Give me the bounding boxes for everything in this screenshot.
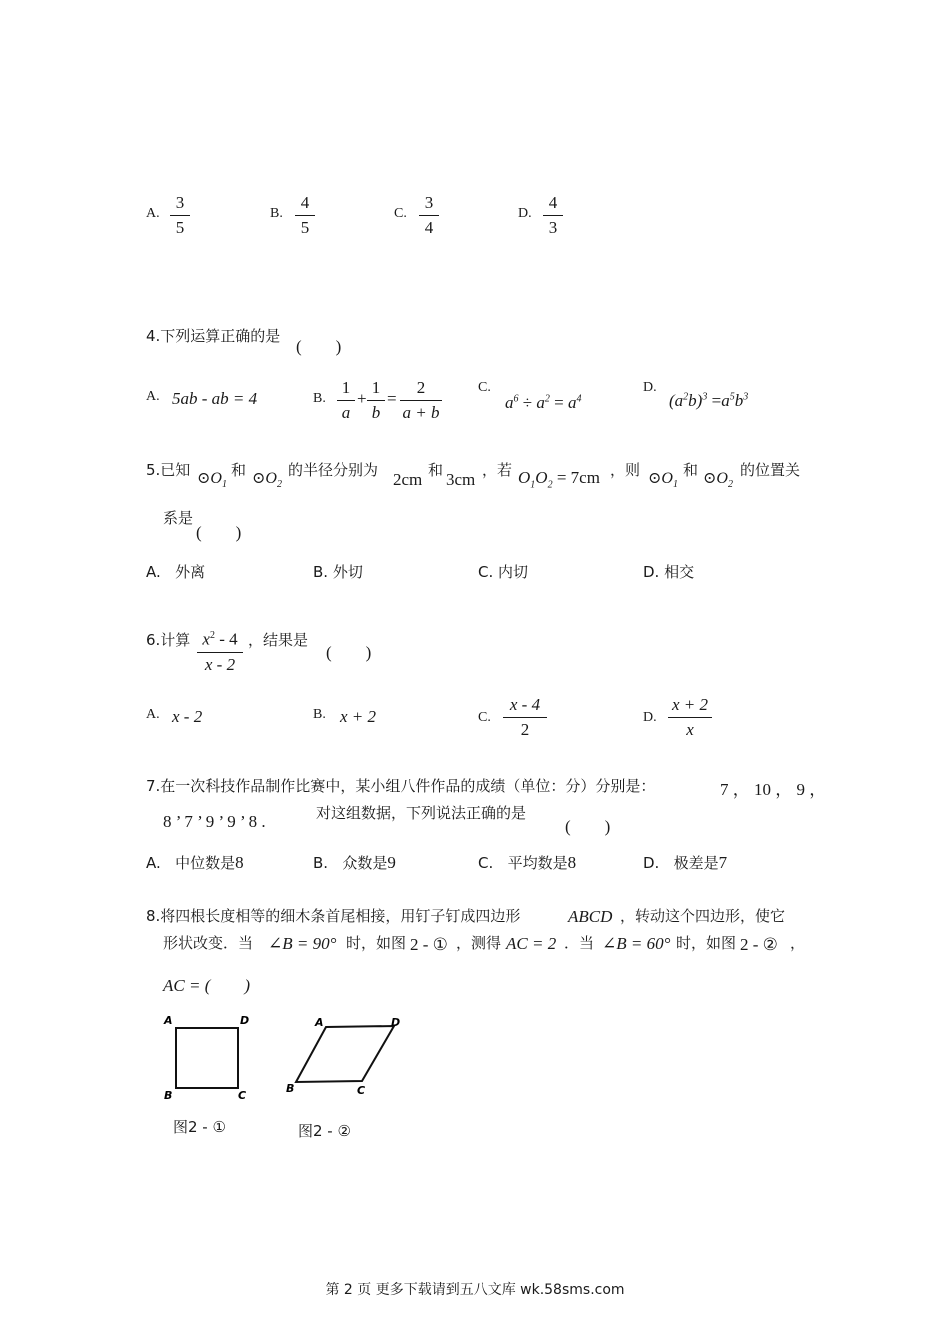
- subscript: 2: [276, 479, 282, 491]
- plus-sign: +: [357, 389, 367, 408]
- numerator: 3: [424, 193, 434, 212]
- q6-answer-blank: ( ): [326, 643, 372, 662]
- figure-2-1-caption: 图2 - ①: [173, 1118, 226, 1136]
- denominator: 4: [424, 218, 434, 237]
- q4-option-b-frac2: [367, 378, 385, 423]
- denominator: b: [371, 403, 381, 422]
- vertex-label-a: A: [315, 1016, 324, 1029]
- exponent: 6: [513, 393, 519, 405]
- q4-option-c-expr: [505, 393, 581, 413]
- q5-distance: [518, 468, 600, 490]
- base: b): [688, 391, 703, 410]
- subscript: 1: [672, 479, 678, 491]
- page-footer: 第 2 页 更多下载请到五八文库 wk.58sms.com: [325, 1282, 625, 1298]
- numerator: 4: [548, 193, 558, 212]
- circle-label: ⊙O: [252, 470, 277, 487]
- q3-option-d-fraction: [543, 193, 563, 238]
- denominator: a: [341, 403, 351, 422]
- option-text: 众数是: [342, 854, 388, 872]
- numerator: 3: [175, 193, 185, 212]
- vertex-label-d: D: [391, 1016, 401, 1029]
- option-label: D.: [643, 563, 660, 581]
- numerator: [197, 626, 243, 650]
- base: b: [734, 391, 744, 410]
- base: a: [721, 391, 730, 410]
- q5-radius-1: 2cm: [393, 470, 423, 489]
- q8-stem-1: 8.将四根长度相等的细木条首尾相接，用钉子钉成四边形: [146, 907, 521, 925]
- exponent: 2: [683, 391, 689, 403]
- q5-option-b: [313, 561, 363, 582]
- option-label: B.: [313, 854, 329, 872]
- q7-scores-1: 7 ， 10 ， 9 ，: [720, 780, 827, 799]
- q8-stem-7: 时，如图: [676, 934, 737, 952]
- q7-option-b: [313, 852, 396, 873]
- q6-option-b-expr: x + 2: [340, 707, 377, 726]
- denominator: x - 2: [204, 654, 236, 674]
- numerator: 2: [416, 378, 426, 397]
- base: a: [567, 393, 577, 412]
- q7-stem-2: 对这组数据，下列说法正确的是: [316, 804, 527, 822]
- q3-option-a-fraction: [170, 193, 190, 238]
- q5-circle-o2-b: [703, 468, 733, 490]
- option-text: 内切: [498, 563, 529, 581]
- q4-option-d-expr: [669, 391, 748, 411]
- q6-expression: [197, 626, 243, 675]
- distance-value: = 7cm: [552, 468, 600, 487]
- q5-radius-2: 3cm: [446, 470, 476, 489]
- q6-option-b-label: B.: [313, 707, 326, 722]
- option-label: C.: [478, 854, 494, 872]
- point-label: O: [518, 468, 531, 487]
- divide-sign: ÷: [522, 393, 533, 412]
- base: a: [505, 393, 514, 412]
- point-label: O: [535, 468, 548, 487]
- equals-sign: =: [554, 393, 564, 412]
- q7-option-d: [643, 852, 727, 873]
- q5-circle-o2: [252, 468, 282, 490]
- option-value: 8: [567, 853, 577, 872]
- circle-label: ⊙O: [703, 470, 728, 487]
- vertex-label-d: D: [240, 1014, 250, 1027]
- equals-sign: =: [711, 391, 722, 410]
- q5-stem-4: 系是: [163, 509, 194, 527]
- q8-angle-1: ∠B = 90°: [268, 934, 337, 953]
- exponent: 2: [544, 393, 550, 405]
- denominator: 2: [520, 720, 530, 739]
- q4-answer-blank: ( ): [296, 337, 342, 356]
- q5-stem-2: 的半径分别为: [288, 461, 379, 479]
- option-label: C.: [478, 563, 494, 581]
- circle-label: ⊙O: [648, 470, 673, 487]
- q4-option-b-frac1: [337, 378, 355, 423]
- q6-stem-2: ，结果是: [248, 631, 309, 649]
- q4-stem: 4.下列运算正确的是: [146, 327, 281, 345]
- q7-answer-blank: ( ): [565, 817, 611, 836]
- q3-option-c-fraction: [419, 193, 439, 238]
- q8-stem-4: 时，如图: [346, 934, 407, 952]
- q5-answer-blank: ( ): [196, 523, 242, 542]
- denominator: 5: [175, 218, 185, 237]
- q3-option-b-label: B.: [270, 206, 283, 221]
- denominator: 3: [548, 218, 558, 237]
- q6-stem-1: 6.计算: [146, 631, 191, 649]
- option-label: A.: [146, 854, 161, 872]
- q5-circle-o1-b: [648, 468, 678, 490]
- q5-and-2: 和: [428, 461, 444, 479]
- option-label: D.: [643, 854, 660, 872]
- numerator: x - 4: [509, 695, 541, 714]
- q5-then: ，则: [610, 461, 641, 479]
- figure-2-2-rhombus: [284, 1010, 414, 1105]
- q6-option-c-label: C.: [478, 710, 491, 725]
- q4-option-a-label: A.: [146, 389, 160, 404]
- q6-option-a-label: A.: [146, 707, 160, 722]
- q6-option-a-expr: x - 2: [172, 707, 203, 726]
- q3-option-a-label: A.: [146, 206, 160, 221]
- option-text: 外切: [332, 563, 363, 581]
- q5-stem-3: 的位置关: [740, 461, 801, 479]
- equals-sign: =: [387, 389, 397, 408]
- denominator: x: [686, 720, 694, 739]
- option-label: A.: [146, 563, 161, 581]
- q8-fig1-ref: 2 - ①: [410, 935, 448, 954]
- subscript: 2: [547, 479, 553, 491]
- q3-option-c-label: C.: [394, 206, 407, 221]
- q5-circle-o1: [197, 468, 227, 490]
- q6-option-d-fraction: [668, 695, 712, 740]
- numerator: x + 2: [671, 695, 709, 714]
- vertex-label-c: C: [357, 1084, 366, 1097]
- q5-and-3: 和: [683, 461, 699, 479]
- option-text: 外离: [175, 563, 206, 581]
- circle-label: ⊙O: [197, 470, 222, 487]
- q3-option-b-fraction: [295, 193, 315, 238]
- q7-option-a: [146, 852, 244, 873]
- base: a: [536, 393, 545, 412]
- option-label: B.: [313, 563, 329, 581]
- q8-fig2-ref: 2 - ②: [740, 935, 778, 954]
- subscript: 2: [727, 479, 733, 491]
- numerator: 1: [341, 378, 351, 397]
- vertex-label-c: C: [238, 1089, 247, 1102]
- q7-stem-1: 7.在一次科技作品制作比赛中，某小组八件作品的成绩（单位：分）分别是：: [146, 777, 656, 795]
- option-text: 中位数是: [175, 854, 236, 872]
- q6-option-d-label: D.: [643, 710, 657, 725]
- subscript: 1: [221, 479, 227, 491]
- exponent: 3: [702, 391, 708, 403]
- q5-and-1: 和: [231, 461, 247, 479]
- exponent: 2: [209, 630, 215, 641]
- q4-option-b-frac3: [400, 378, 442, 423]
- exponent: 4: [576, 393, 582, 405]
- q5-if: ，若: [482, 461, 513, 479]
- variable: x: [202, 629, 210, 649]
- q5-option-c: [478, 561, 528, 582]
- q8-question-ac: AC = ( ): [163, 976, 251, 995]
- q4-option-d-label: D.: [643, 380, 657, 395]
- q8-stem-5: ，测得: [456, 934, 502, 952]
- q4-option-a-expr: 5ab - ab = 4: [172, 389, 258, 408]
- q7-option-c: [478, 852, 576, 873]
- subscript: 1: [530, 479, 536, 491]
- vertex-label-b: B: [286, 1082, 295, 1095]
- q8-stem-8: ，: [790, 934, 806, 952]
- option-value: 7: [718, 853, 728, 872]
- option-text: 平均数是: [507, 854, 568, 872]
- q8-stem-6: ．当: [564, 934, 595, 952]
- q8-quad-name: ABCD: [568, 907, 613, 926]
- term: - 4: [214, 629, 238, 649]
- q4-option-b-label: B.: [313, 391, 326, 406]
- option-text: 相交: [664, 563, 695, 581]
- q5-option-a: [146, 561, 205, 582]
- exponent: 3: [743, 391, 749, 403]
- denominator: a + b: [402, 403, 440, 422]
- base: (a: [669, 391, 684, 410]
- numerator: 4: [300, 193, 310, 212]
- denominator: 5: [300, 218, 310, 237]
- option-value: 9: [387, 853, 396, 872]
- option-value: 8: [235, 853, 244, 872]
- q8-angle-2: ∠B = 60°: [602, 934, 671, 953]
- q8-ac-value: AC = 2: [506, 934, 557, 953]
- q3-option-d-label: D.: [518, 206, 532, 221]
- q8-stem-3: 形状改变．当: [163, 934, 254, 952]
- q7-scores-2: 8 ’ 7 ’ 9 ’ 9 ’ 8 .: [163, 812, 266, 831]
- q4-option-c-label: C.: [478, 380, 491, 395]
- exponent: 5: [729, 391, 735, 403]
- q5-stem-1: 5.已知: [146, 461, 191, 479]
- vertex-label-b: B: [164, 1089, 173, 1102]
- figure-2-2-caption: 图2 - ②: [298, 1122, 351, 1140]
- option-text: 极差是: [673, 854, 719, 872]
- numerator: 1: [371, 378, 381, 397]
- q5-option-d: [643, 561, 694, 582]
- q6-option-c-fraction: [503, 695, 547, 740]
- figure-2-1-square: [160, 1010, 260, 1105]
- q8-stem-2: ，转动这个四边形，使它: [620, 907, 786, 925]
- vertex-label-a: A: [164, 1014, 173, 1027]
